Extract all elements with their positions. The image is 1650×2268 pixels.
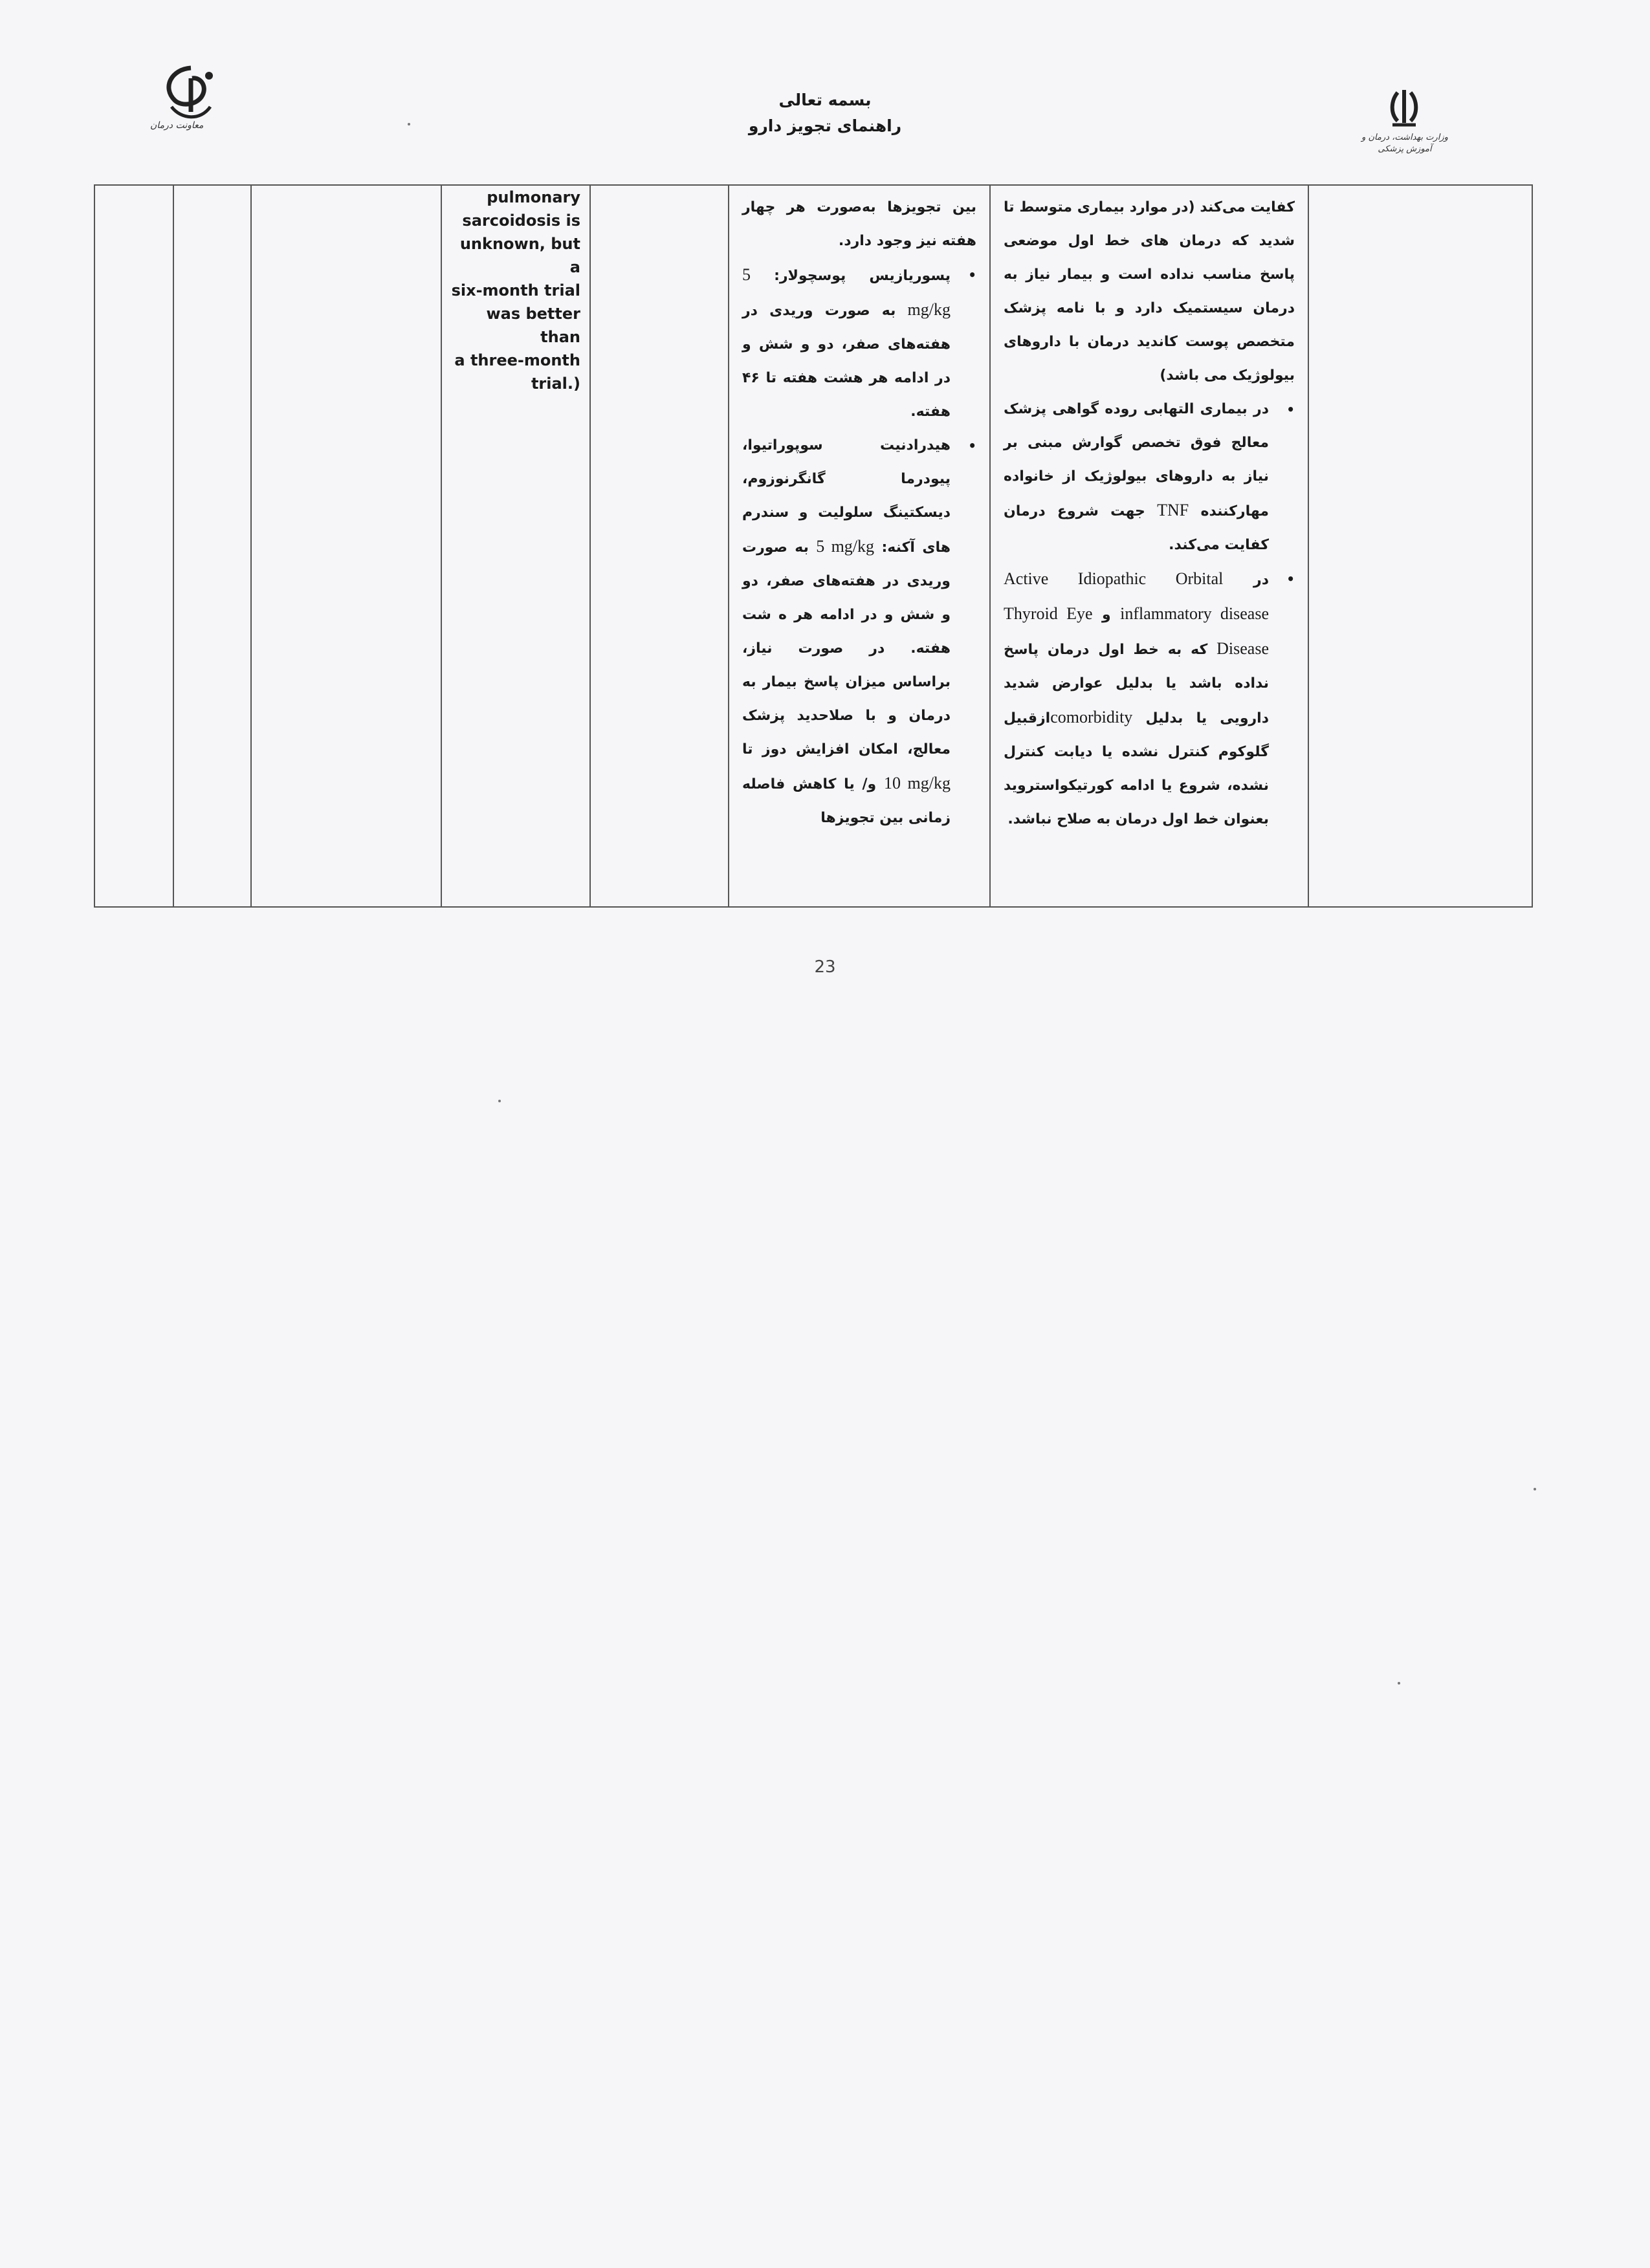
list-item	[1004, 393, 1295, 562]
list-item	[742, 429, 976, 835]
latin-term: comorbidity	[1050, 708, 1133, 726]
text-run: ازقبیل گلوکوم کنترل نشده یا دیابت کنترل نشده، شروع یا ادامه کورتیکواستروید بعنوان خط اول درمان به صلاح نباشد.	[1004, 710, 1269, 827]
latin-term: Active Idiopathic Orbital inflammatory disease	[1004, 569, 1270, 623]
note-line: unknown, but a	[459, 235, 580, 276]
left-logo-caption: معاونت درمان	[150, 120, 204, 131]
table-cell-empty-3	[251, 185, 441, 907]
list-item	[742, 258, 976, 429]
right-logo-caption: وزارت بهداشت، درمان و آموزش پزشکی	[1361, 133, 1448, 154]
table-cell-empty-1	[94, 185, 173, 907]
table-cell-empty-2	[173, 185, 251, 907]
text-run: که به خط اول درمان پاسخ نداده باشد یا بدلیل عوارض شدید دارویی یا بدلیل	[1004, 642, 1269, 726]
page-number: 23	[814, 957, 836, 977]
dosing-list	[742, 258, 976, 835]
latin-term: 5 mg/kg	[742, 265, 951, 319]
scan-speck	[1534, 1488, 1536, 1490]
table-cell-empty-8	[1308, 185, 1532, 907]
note-line: six-month trial	[451, 281, 580, 300]
text-run: به صورت وریدی در هفته‌های صفر، دو و شش و در ادامه هر هشت هفته تا ۴۶ هفته.	[742, 303, 951, 420]
scan-speck	[408, 123, 410, 125]
note-line: was better than	[486, 305, 580, 346]
bullet-icon: •	[1286, 571, 1295, 587]
latin-term: Thyroid Eye Disease	[1004, 604, 1269, 658]
dosing-intro: بین تجویزها به‌صورت هر چهار هفته نیز وجود دارد.	[742, 199, 976, 249]
latin-term: TNF	[1157, 501, 1189, 519]
header-line-2: راهنمای تجویز دارو	[748, 116, 902, 135]
bullet-icon: •	[968, 438, 976, 453]
text-run: به صورت وریدی در هفته‌های صفر، دو و شش و در ادامه هر ه شت هفته. در صورت نیاز، براساس میزان پاسخ بیمار به درمان و با صلاحدید پزشک معالج، امکان افزایش دوز تا	[742, 540, 951, 758]
note-line: trial.)	[531, 375, 580, 393]
criteria-list	[1004, 393, 1295, 836]
note-line: sarcoidosis is	[462, 212, 580, 230]
text-run: هیدرادنیت سوپوراتیوا، پیودرما گانگرنوزوم، دیسکتینگ سلولیت و سندرم های آکنه:	[742, 437, 951, 556]
table-cell-empty-5	[590, 185, 729, 907]
bullet-icon: •	[968, 267, 976, 283]
criteria-intro: کفایت می‌کند (در موارد بیماری متوسط تا شدید که درمان های خط اول موضعی پاسخ مناسب نداده است و بیمار نیاز به درمان سیستمیک دارد و با نامه پزشک متخصص پوست کاندید درمان با داروهای بیولوژیک می باشد)	[1004, 199, 1295, 384]
text-run: و	[1092, 607, 1121, 623]
text-run: و/ یا کاهش فاصله زمانی بین تجویزها	[742, 776, 951, 826]
text-run: جهت شروع درمان کفایت می‌کند.	[1004, 503, 1269, 553]
header-line-1: بسمه تعالی	[778, 91, 872, 109]
scan-speck	[498, 1100, 501, 1102]
text-run: در بیماری التهابی روده گواهی پزشک معالج فوق تخصص گوارش مبنی بر نیاز به داروهای بیولوژیک از خانواده مهارکننده	[1004, 401, 1269, 519]
table-cell-criteria	[990, 185, 1308, 907]
latin-term: 10 mg/kg	[883, 774, 951, 792]
table-cell-dosing	[729, 185, 990, 907]
table-row	[94, 185, 1532, 907]
note-line: pulmonary	[487, 188, 580, 206]
bullet-icon: •	[1286, 402, 1295, 417]
text-run: پسوریازیس پوسچولار:	[751, 268, 951, 284]
text-run: در	[1223, 572, 1269, 588]
note-line: a three-month	[454, 351, 580, 369]
latin-term: 5 mg/kg	[816, 537, 875, 556]
table-cell-english-note	[441, 185, 590, 907]
list-item	[1004, 562, 1295, 836]
drug-guideline-table	[94, 184, 1533, 908]
iran-emblem-icon	[1352, 87, 1456, 171]
scan-speck	[1398, 1682, 1400, 1685]
